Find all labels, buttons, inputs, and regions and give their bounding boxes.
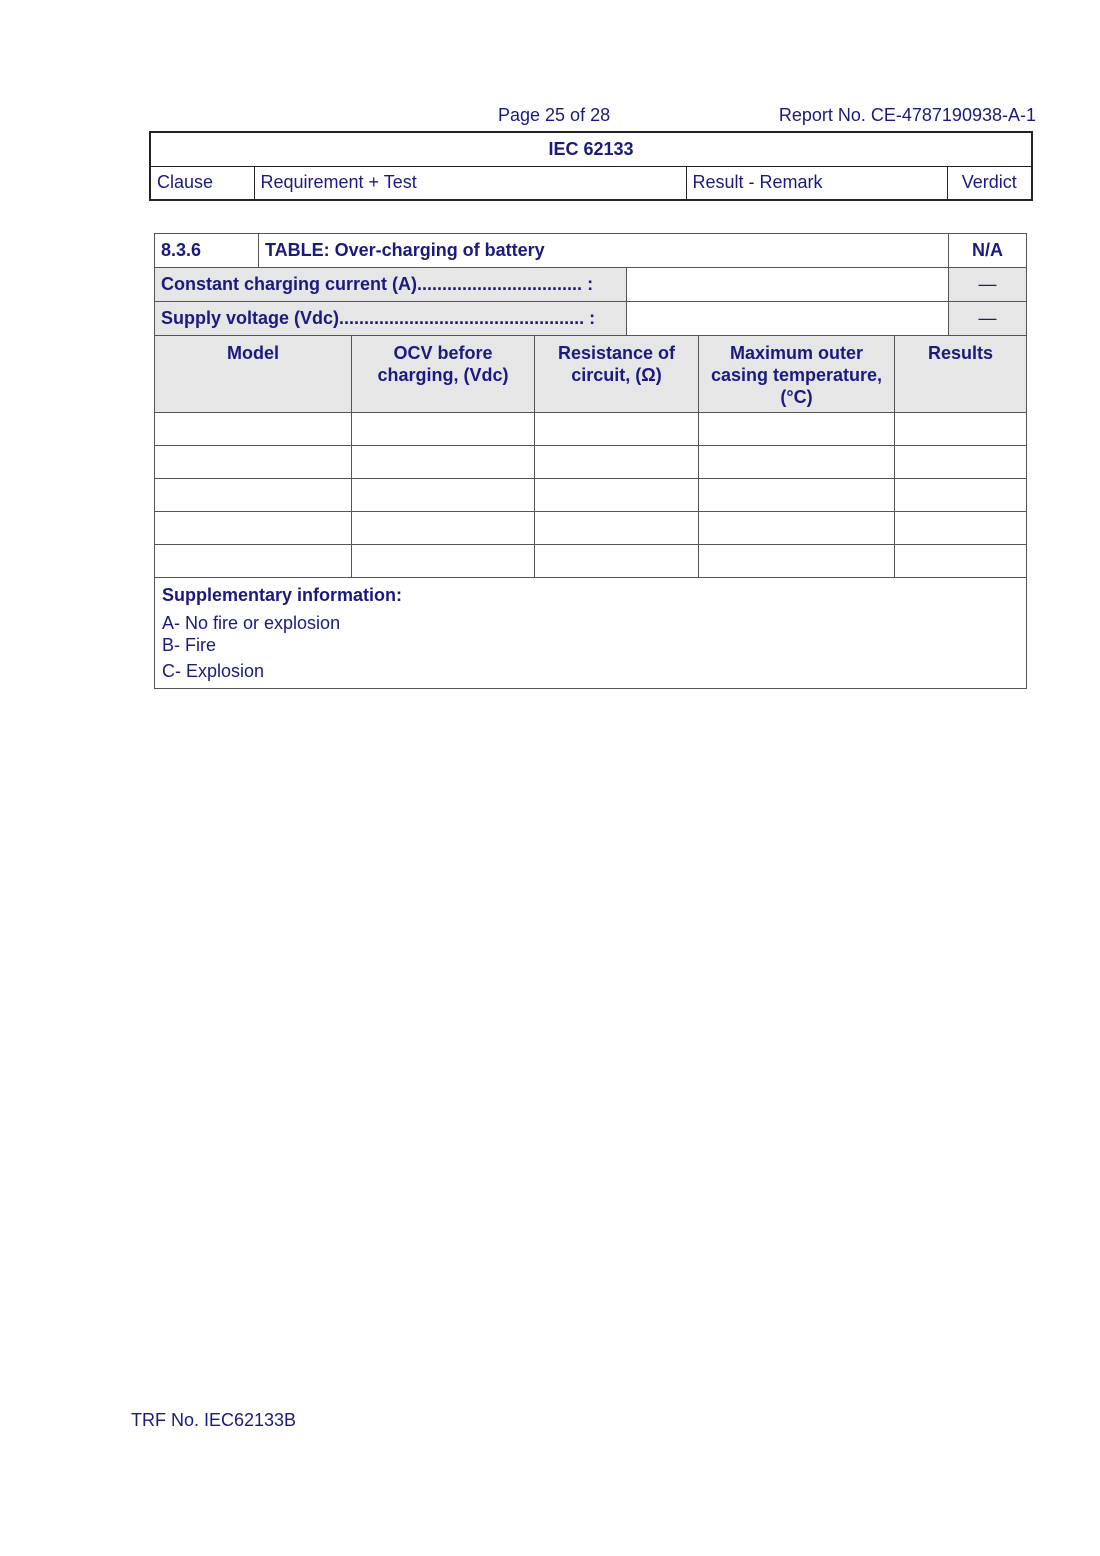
ocv-cell — [352, 512, 535, 545]
results-cell — [895, 413, 1027, 446]
temperature-cell — [699, 512, 895, 545]
supplementary-line: A- No fire or explosion — [162, 613, 341, 633]
supplementary-line: B- Fire — [162, 635, 216, 655]
table-row — [155, 413, 1027, 446]
resistance-cell — [535, 512, 699, 545]
temperature-cell — [699, 545, 895, 578]
over-charging-table — [154, 233, 1027, 689]
resistance-cell — [535, 545, 699, 578]
results-column-header: Results — [895, 336, 1027, 413]
supplementary-information — [155, 578, 1027, 689]
param-label: Constant charging current (A)................................. : — [155, 268, 627, 302]
results-cell — [895, 479, 1027, 512]
temperature-cell — [699, 413, 895, 446]
model-column-header: Model — [155, 336, 352, 413]
report-number: Report No. CE-4787190938-A-1 — [778, 105, 1036, 125]
param-verdict: — — [949, 268, 1027, 302]
resistance-cell — [535, 413, 699, 446]
table-verdict: N/A — [949, 234, 1027, 268]
ocv-cell — [352, 446, 535, 479]
results-cell — [895, 446, 1027, 479]
table-title: TABLE: Over-charging of battery — [259, 234, 949, 268]
ocv-cell — [352, 545, 535, 578]
table-row — [155, 512, 1027, 545]
table-row — [155, 479, 1027, 512]
supplementary-line: C- Explosion — [162, 661, 265, 681]
param-value — [627, 268, 949, 302]
standard-title: IEC 62133 — [150, 132, 1032, 166]
resistance-cell — [535, 446, 699, 479]
supplementary-title: Supplementary information: — [162, 585, 403, 605]
table-row — [155, 545, 1027, 578]
temperature-cell — [699, 446, 895, 479]
temperature-column-header: Maximum outer casing temperature, (°C) — [699, 336, 895, 413]
resistance-column-header: Resistance of circuit, (Ω) — [535, 336, 699, 413]
requirement-column-header: Requirement + Test — [254, 166, 686, 200]
trf-number: TRF No. IEC62133B — [131, 1410, 297, 1430]
table-clause: 8.3.6 — [155, 234, 259, 268]
model-cell — [155, 545, 352, 578]
result-column-header: Result - Remark — [686, 166, 947, 200]
param-verdict: — — [949, 302, 1027, 336]
temperature-cell — [699, 479, 895, 512]
ocv-cell — [352, 413, 535, 446]
table-row — [155, 446, 1027, 479]
param-label: Supply voltage (Vdc)................................................. : — [155, 302, 627, 336]
param-value — [627, 302, 949, 336]
model-cell — [155, 512, 352, 545]
model-cell — [155, 413, 352, 446]
model-cell — [155, 479, 352, 512]
ocv-column-header: OCV before charging, (Vdc) — [352, 336, 535, 413]
report-header-table — [149, 131, 1033, 201]
resistance-cell — [535, 479, 699, 512]
clause-column-header: Clause — [150, 166, 254, 200]
page-number: Page 25 of 28 — [498, 105, 611, 125]
verdict-column-header: Verdict — [947, 166, 1032, 200]
ocv-cell — [352, 479, 535, 512]
model-cell — [155, 446, 352, 479]
results-cell — [895, 512, 1027, 545]
results-cell — [895, 545, 1027, 578]
